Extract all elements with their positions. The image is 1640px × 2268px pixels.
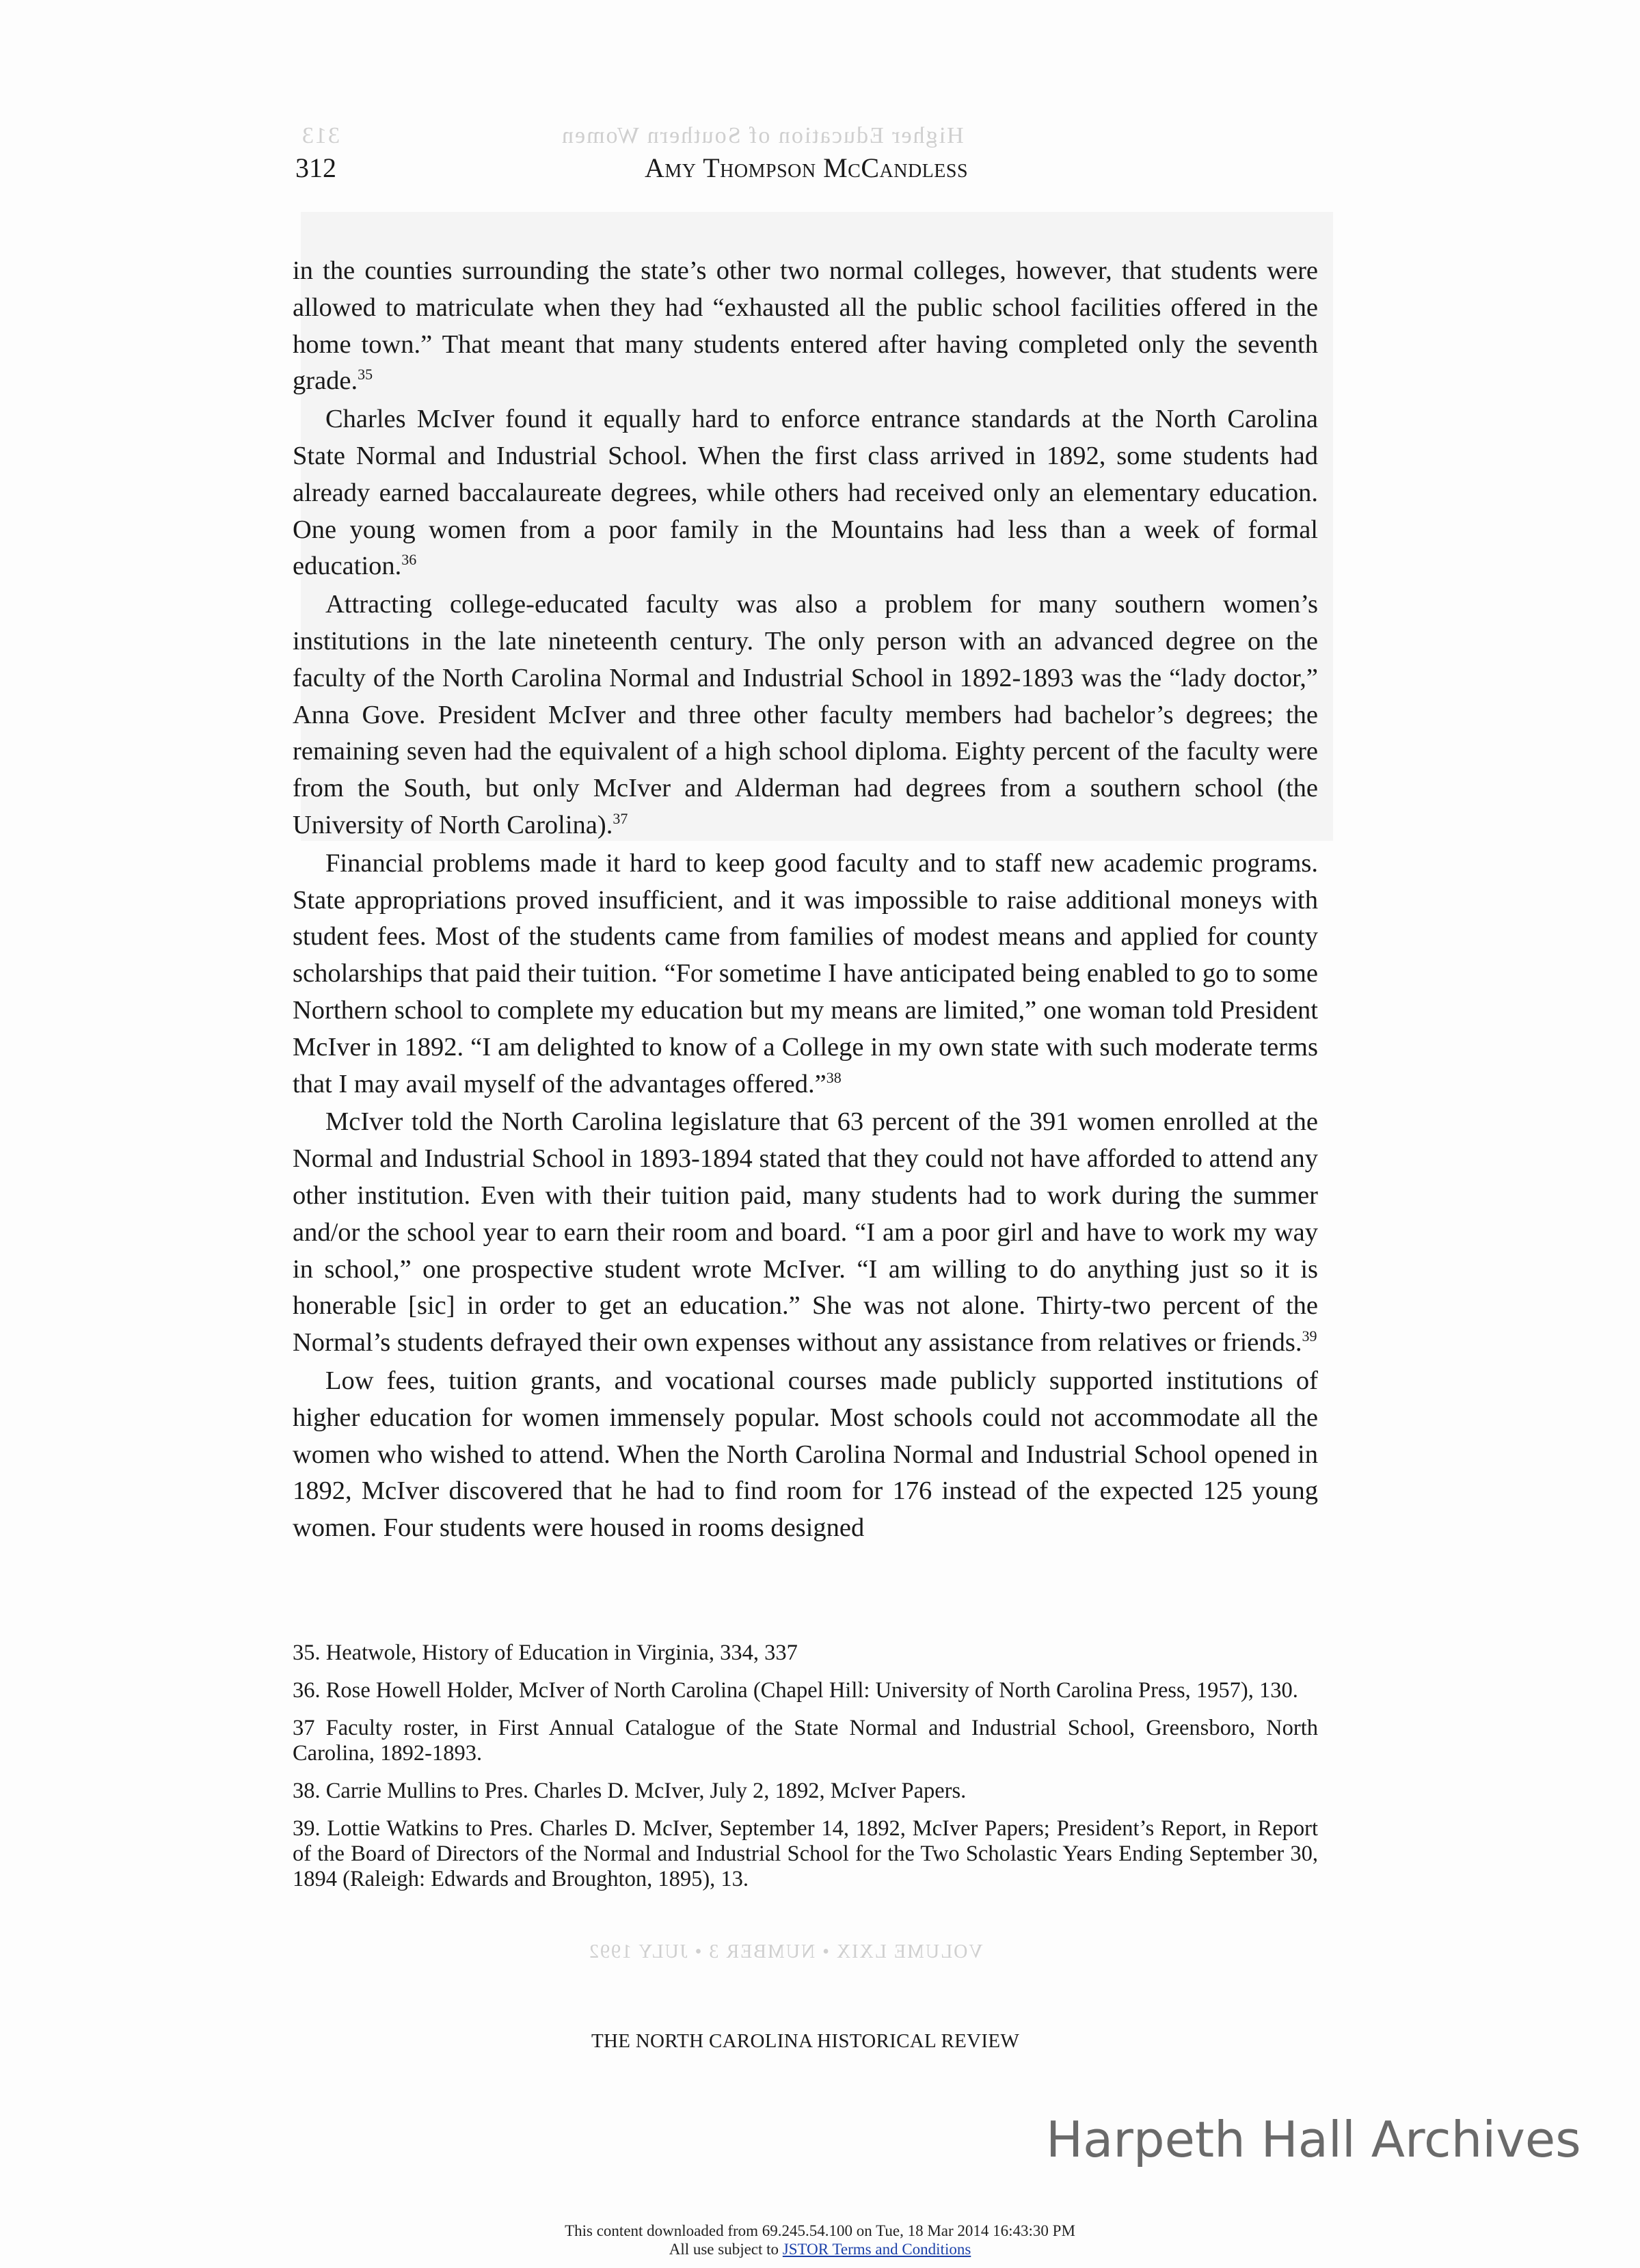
- paragraph: Attracting college-educated faculty was also a problem for many southern women’s institutions in the late nineteenth century. The only person with an advanced degree on the faculty of the North Carolina Normal and Industrial School in 1892-1893 was the “lady doctor,” Anna Gove. President McIver and three other faculty members had bachelor’s degrees; the remaining seven had the equivalent of a high school diploma. Eighty percent of the faculty were from the South, but only McIver and Alderman had degrees from a southern school (the University of North Carolina).$^{37}$: [293, 590, 1318, 839]
- footnote-ref[interactable]: 39: [1302, 1327, 1317, 1345]
- jstor-terms-link[interactable]: JSTOR Terms and Conditions: [782, 2241, 971, 2258]
- page-number: 312: [295, 152, 336, 183]
- page-header: [295, 152, 1317, 193]
- footnote-39: 39. Lottie Watkins to Pres. Charles D. McIver, September 14, 1892, McIver Papers; President’s Report, in Report of the Board of Directors of the Normal and Industrial School for the Two Scholastic Years Ending September 30, 1894 (Raleigh: Edwards and Broughton, 1895), 13.: [293, 1816, 1318, 1891]
- paragraph: McIver told the North Carolina legislature that 63 percent of the 391 women enrolled at the Normal and Industrial School in 1893-1894 stated that they could not have afforded to attend any other institution. Even with their tuition paid, many students had to work during the summer and/or the school year to earn their room and board. “I am a poor girl and have to work my way in school,” one prospective student wrote McIver. “I am willing to do anything just so it is honerable [sic] in order to get an education.” She was not alone. Thirty-two percent of the Normal’s students defrayed their own expenses without any assistance from relatives or friends.$^{39}$: [293, 1107, 1318, 1358]
- footnote-36: 36. Rose Howell Holder, McIver of North Carolina (Chapel Hill: University of North Carolina Press, 1957), 130.: [293, 1678, 1298, 1703]
- footnote-ref[interactable]: 37: [613, 810, 628, 828]
- body-text: [293, 253, 1318, 1548]
- download-line: This content downloaded from 69.245.54.100 on Tue, 18 Mar 2014 16:43:30 PM: [565, 2222, 1075, 2239]
- paragraph: Financial problems made it hard to keep good faculty and to staff new academic programs. State appropriations proved insufficient, and it was impossible to raise additional moneys with student fees. Most of the students came from families of modest means and applied for county scholarships that paid their tuition. “For sometime I have anticipated being enabled to go to some Northern school to complete my education but my means are limited,” one woman told President McIver in 1892. “I am delighted to know of a College in my own state with such moderate terms that I may avail myself of the advantages offered.”$^{38}$: [293, 848, 1318, 1098]
- bleed-through-footer: VOLUME LXIX • NUMBER 3 • JULY 1992: [588, 1941, 983, 1962]
- paragraph: Charles McIver found it equally hard to enforce entrance standards at the North Carolina State Normal and Industrial School. When the first class arrived in 1892, some students had already earned baccalaureate degrees, while others had received only an elementary education. One young women from a poor family in the Mountains had less than a week of formal education.$^{36}$: [293, 405, 1318, 581]
- footnote-ref[interactable]: 38: [826, 1068, 842, 1086]
- running-head: Amy Thompson McCandless: [644, 152, 969, 183]
- journal-title-footer: THE NORTH CAROLINA HISTORICAL REVIEW: [591, 2030, 1020, 2052]
- archive-watermark: Harpeth Hall Archives: [1046, 2111, 1581, 2168]
- footnotes: [293, 1641, 1318, 1904]
- bleed-through-header: Higher Education of Southern Women: [561, 123, 964, 148]
- paragraph: in the counties surrounding the state’s other two normal colleges, however, that students were allowed to matriculate when they had “exhausted all the public school facilities offered in the home town.” That meant that many students entered after having completed only the seventh grade.$^{35}$: [293, 256, 1318, 396]
- footnote-37: 37 Faculty roster, in First Annual Catalogue of the State Normal and Industrial School, Greensboro, North Carolina, 1892-1893.: [293, 1716, 1318, 1766]
- footnote-35: 35. Heatwole, History of Education in Virginia, 334, 337: [293, 1641, 798, 1665]
- paragraph: Low fees, tuition grants, and vocational courses made publicly supported institutions of higher education for women immensely popular. Most schools could not accommodate all the women who wished to attend. When the North Carolina Normal and Industrial School opened in 1892, McIver discovered that he had to find room for 176 instead of the expected 125 young women. Four students were housed in rooms designed: [293, 1366, 1318, 1543]
- bleed-through-page-number: 313: [301, 123, 340, 148]
- footnote-ref[interactable]: 36: [401, 551, 417, 569]
- footnote-ref[interactable]: 35: [358, 366, 373, 383]
- footnote-38: 38. Carrie Mullins to Pres. Charles D. McIver, July 2, 1892, McIver Papers.: [293, 1779, 967, 1803]
- terms-line: All use subject to JSTOR Terms and Conditions: [669, 2241, 971, 2258]
- download-notice: [0, 2222, 1640, 2258]
